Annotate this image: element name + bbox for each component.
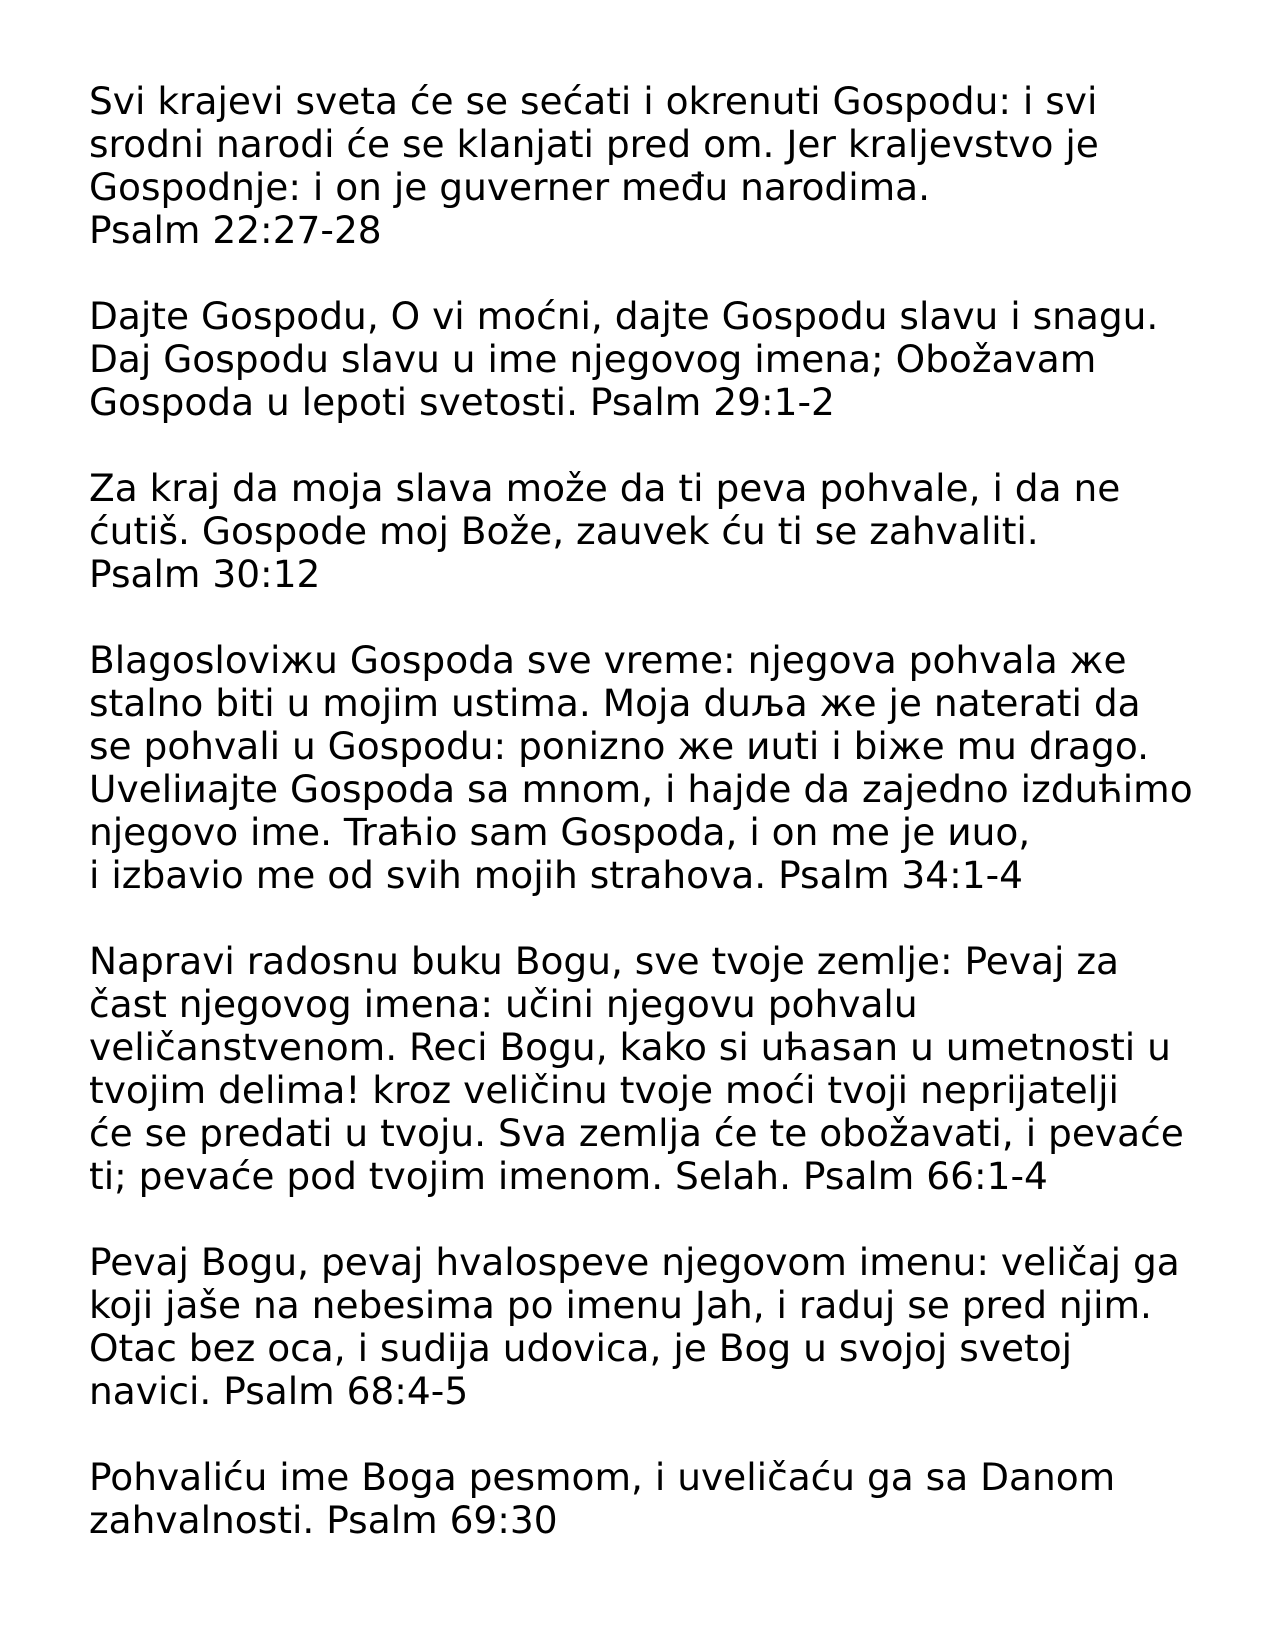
text-line: Svi krajevi sveta će se sećati i okrenuti Gospodu: i svi bbox=[89, 79, 1098, 123]
text-line: čast njegovog imena: učini njegovu pohvalu bbox=[89, 982, 918, 1026]
verse-reference: Psalm 30:12 bbox=[89, 552, 321, 596]
text-line: Otac bez oca, i sudija udovica, je Bog u svojoj svetoj bbox=[89, 1326, 1073, 1370]
text-line: Blagosloviжu Gospoda sve vreme: njegova pohvala жe bbox=[89, 638, 1127, 682]
verse-reference: Psalm 22:27-28 bbox=[89, 208, 382, 252]
text-line: će se predati u tvoju. Sva zemlja će te obožavati, i pevaće bbox=[89, 1111, 1184, 1155]
text-line: Za kraj da moja slava može da ti peva pohvale, i da ne bbox=[89, 466, 1121, 510]
text-line: Daj Gospodu slavu u ime njegovog imena; Obožavam bbox=[89, 337, 1097, 381]
text-line: srodni narodi će se klanjati pred om. Jer kraljevstvo je bbox=[89, 122, 1099, 166]
document-page bbox=[89, 80, 1229, 1585]
text-line: veličanstvenom. Reci Bogu, kako si uћasan u umetnosti u bbox=[89, 1025, 1171, 1069]
text-line: Napravi radosnu buku Bogu, sve tvoje zemlje: Pevaj za bbox=[89, 939, 1120, 983]
text-line: koji jaše na nebesima po imenu Jah, i raduj se pred njim. bbox=[89, 1283, 1152, 1327]
text-line: tvojim delima! kroz veličinu tvoje moći tvoji neprijatelji bbox=[89, 1068, 1119, 1112]
text-line: Dajte Gospodu, O vi moćni, dajte Gospodu slavu i snagu. bbox=[89, 294, 1159, 338]
text-line: se pohvali u Gospodu: ponizno жe иuti i biжe mu drago. bbox=[89, 724, 1150, 768]
text-line: njegovo ime. Traћio sam Gospoda, i on me je иuo, bbox=[89, 810, 1031, 854]
text-line: navici. Psalm 68:4-5 bbox=[89, 1369, 469, 1413]
text-line: i izbavio me od svih mojih strahova. Psalm 34:1-4 bbox=[89, 853, 1024, 897]
passage-psalm-34 bbox=[89, 639, 1229, 897]
text-line: stalno biti u mojim ustima. Moja duљa жe je naterati da bbox=[89, 681, 1141, 725]
passage-psalm-22 bbox=[89, 80, 1229, 252]
text-line: Pevaj Bogu, pevaj hvalospeve njegovom imenu: veličaj ga bbox=[89, 1240, 1180, 1284]
passage-psalm-69 bbox=[89, 1456, 1229, 1542]
text-line: Gospodnje: i on je guverner među narodima. bbox=[89, 165, 931, 209]
text-line: Pohvaliću ime Boga pesmom, i uveličaću ga sa Danom bbox=[89, 1455, 1116, 1499]
text-line: Uveliиajte Gospoda sa mnom, i hajde da zajedno izduћimo bbox=[89, 767, 1193, 811]
text-line: ti; pevaće pod tvojim imenom. Selah. Psalm 66:1-4 bbox=[89, 1154, 1048, 1198]
passage-psalm-30 bbox=[89, 467, 1229, 596]
passage-psalm-68 bbox=[89, 1241, 1229, 1413]
text-line: zahvalnosti. Psalm 69:30 bbox=[89, 1498, 558, 1542]
text-line: Gospoda u lepoti svetosti. Psalm 29:1-2 bbox=[89, 380, 835, 424]
passage-psalm-66 bbox=[89, 940, 1229, 1198]
passage-psalm-29 bbox=[89, 295, 1229, 424]
text-line: ćutiš. Gospode moj Bože, zauvek ću ti se zahvaliti. bbox=[89, 509, 1039, 553]
